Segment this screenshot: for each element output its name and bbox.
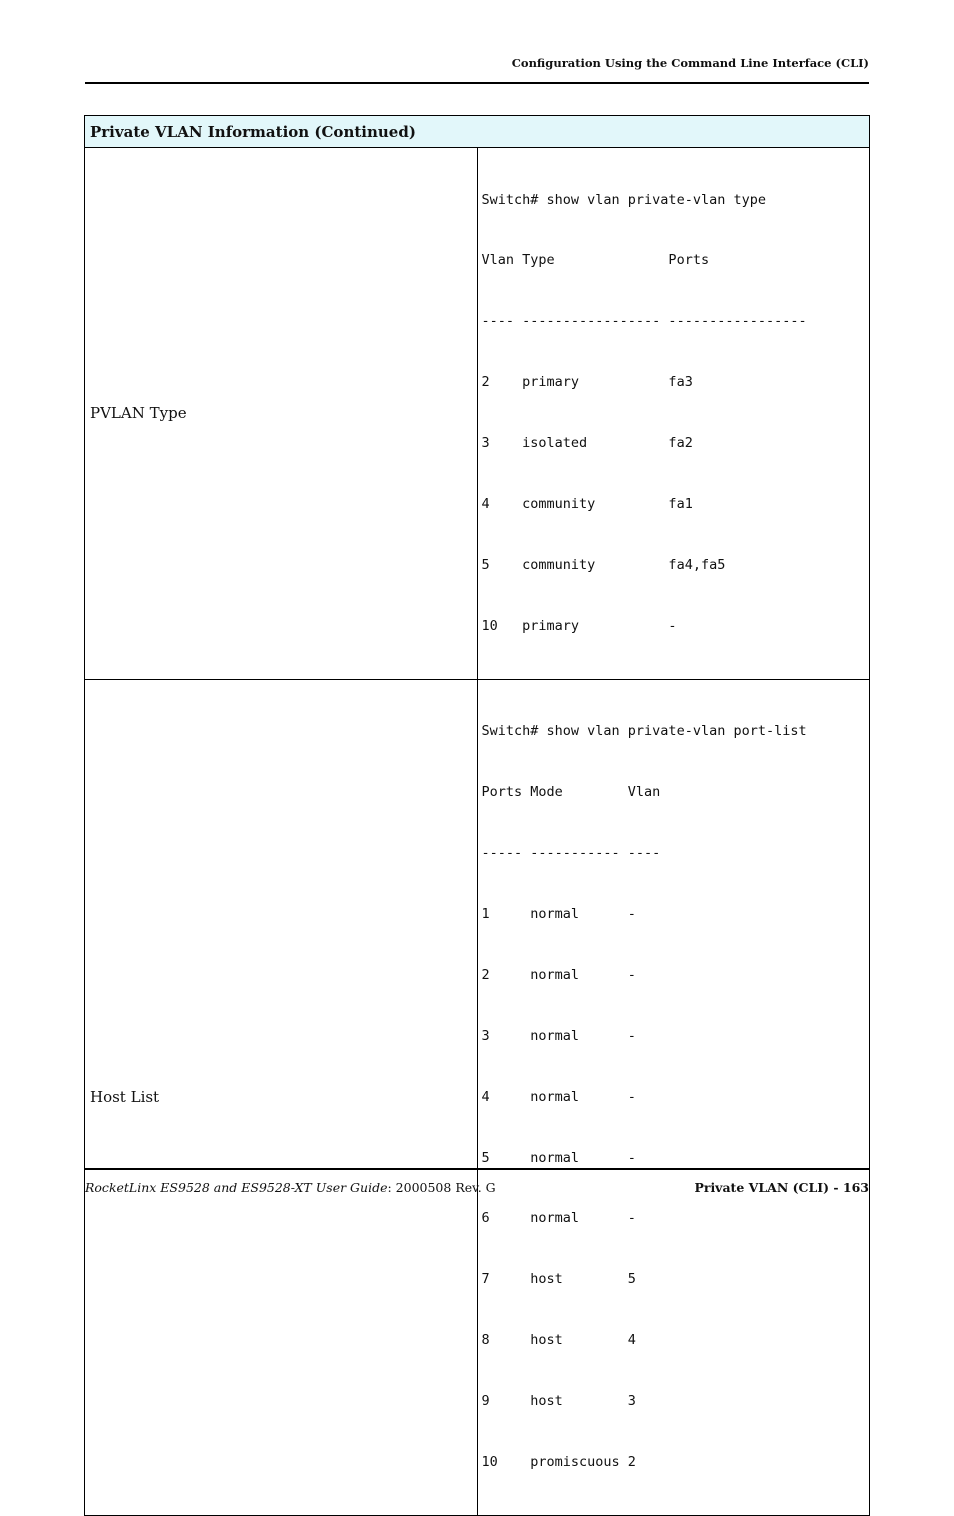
table-title-row <box>85 116 870 148</box>
code-line: 4 normal - <box>481 1088 636 1105</box>
code-cell <box>477 148 870 680</box>
code-line: 10 primary - <box>481 617 677 634</box>
code-line: 2 normal - <box>481 966 636 983</box>
code-line: 5 community fa4,fa5 <box>481 556 726 573</box>
private-vlan-info-table <box>84 115 870 1516</box>
table-row <box>85 679 870 1515</box>
footer-guide-reference <box>85 1180 496 1195</box>
code-line: 6 normal - <box>481 1210 636 1227</box>
footer-guide-title: RocketLinx ES9528 and ES9528-XT User Guide <box>85 1180 388 1195</box>
page-header-title: Configuration Using the Command Line Interface (CLI) <box>511 56 869 70</box>
cli-output-pvlan-type <box>482 149 870 677</box>
code-line: 3 isolated fa2 <box>481 435 693 452</box>
cli-output-host-list <box>482 681 870 1513</box>
code-cell <box>477 679 870 1515</box>
code-line: ----- ----------- ---- <box>481 845 661 862</box>
code-line: Switch# show vlan private-vlan type <box>481 191 766 208</box>
code-line: 5 normal - <box>481 1149 636 1166</box>
code-line: 10 promiscuous 2 <box>481 1454 636 1470</box>
code-line: 8 host 4 <box>481 1332 636 1349</box>
code-line: Ports Mode Vlan <box>481 784 661 801</box>
footer-divider <box>85 1168 869 1170</box>
table-row <box>85 148 870 680</box>
footer-page-label: Private VLAN (CLI) - 163 <box>694 1180 869 1195</box>
code-line: 3 normal - <box>481 1027 636 1044</box>
row-label-host-list: Host List <box>85 679 478 1515</box>
code-line: 7 host 5 <box>481 1271 636 1288</box>
code-line: 4 community fa1 <box>481 496 693 513</box>
code-line: Switch# show vlan private-vlan port-list <box>481 723 807 740</box>
code-line: 9 host 3 <box>481 1393 636 1410</box>
header-divider <box>85 82 869 84</box>
footer-doc-ref: : 2000508 Rev. G <box>387 1180 496 1195</box>
table-title: Private VLAN Information (Continued) <box>85 116 870 148</box>
code-line: Vlan Type Ports <box>481 252 710 269</box>
code-line: ---- ----------------- ----------------- <box>481 313 807 330</box>
row-label-pvlan-type: PVLAN Type <box>85 148 478 680</box>
code-line: 2 primary fa3 <box>481 374 693 391</box>
code-line: 1 normal - <box>481 905 636 922</box>
